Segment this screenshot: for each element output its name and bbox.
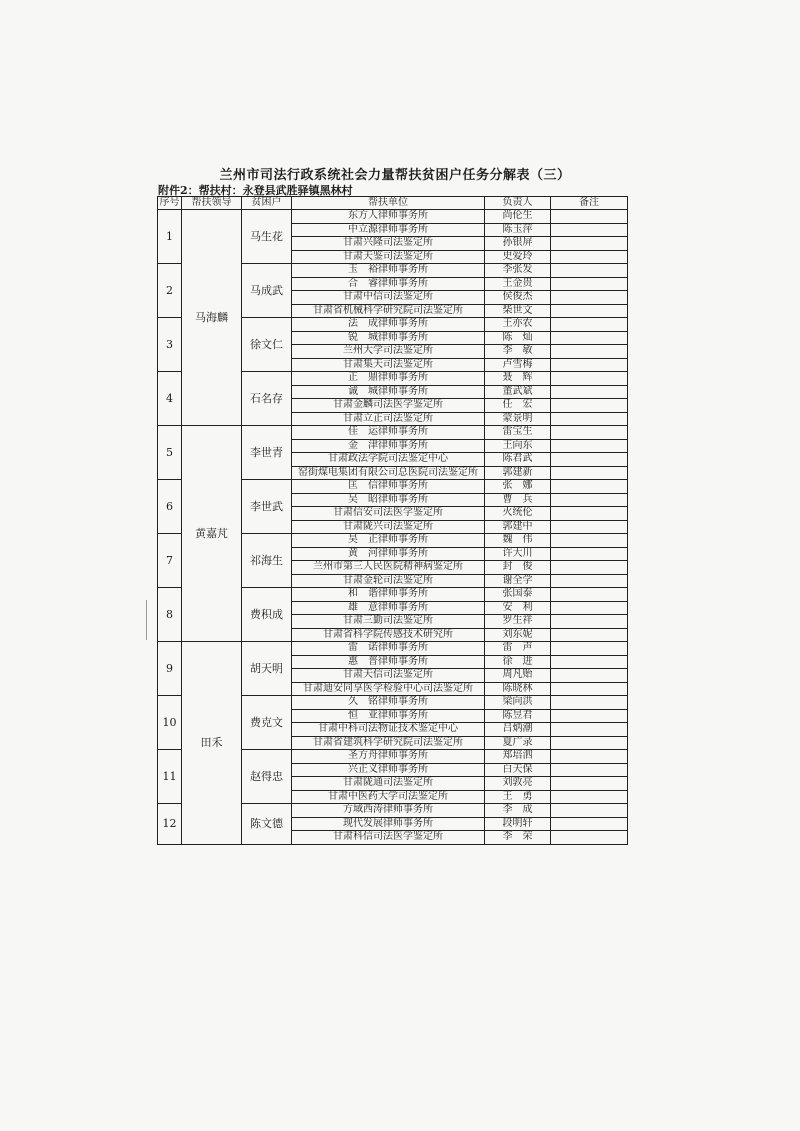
poor-household-name: 李世青 <box>242 426 292 480</box>
table-row <box>158 426 628 440</box>
responsible-person: 王 勇 <box>485 790 551 804</box>
responsible-person: 孙银屏 <box>485 237 551 251</box>
responsible-person: 聂 辉 <box>485 372 551 386</box>
page-title: 兰州市司法行政系统社会力量帮扶贫困户任务分解表（三） <box>219 168 571 183</box>
responsible-person: 刘东妮 <box>485 628 551 642</box>
responsible-person: 史爱玲 <box>485 250 551 264</box>
note-cell <box>551 763 628 777</box>
assist-unit: 雄 意律师事务所 <box>292 601 485 615</box>
assist-unit: 法 成律师事务所 <box>292 318 485 332</box>
responsible-person: 王向东 <box>485 439 551 453</box>
responsible-person: 陈 灿 <box>485 331 551 345</box>
assist-unit: 中立源律师事务所 <box>292 223 485 237</box>
assist-unit: 甘肃陇通司法鉴定所 <box>292 777 485 791</box>
note-cell <box>551 790 628 804</box>
note-cell <box>551 817 628 831</box>
assist-unit: 甘肃迪安同享医学检验中心司法鉴定所 <box>292 682 485 696</box>
assist-unit: 合 睿律师事务所 <box>292 277 485 291</box>
note-cell <box>551 547 628 561</box>
note-cell <box>551 574 628 588</box>
header-no: 序号 <box>159 197 180 208</box>
note-cell <box>551 642 628 656</box>
note-cell <box>551 804 628 818</box>
assist-unit: 甘肃陇兴司法鉴定所 <box>292 520 485 534</box>
note-cell <box>551 318 628 332</box>
note-cell <box>551 534 628 548</box>
poor-household-name: 石名存 <box>242 372 292 426</box>
assist-unit: 诚 城律师事务所 <box>292 385 485 399</box>
assist-unit: 甘肃金麟司法医学鉴定所 <box>292 399 485 413</box>
responsible-person: 谢全学 <box>485 574 551 588</box>
assist-unit: 和 谐律师事务所 <box>292 588 485 602</box>
note-cell <box>551 345 628 359</box>
responsible-person: 梁向洪 <box>485 696 551 710</box>
note-cell <box>551 331 628 345</box>
assist-unit: 甘肃科信司法医学鉴定所 <box>292 831 485 845</box>
assist-unit: 佳 运律师事务所 <box>292 426 485 440</box>
assist-unit: 甘肃省科学院传感技术研究所 <box>292 628 485 642</box>
note-cell <box>551 750 628 764</box>
note-cell <box>551 682 628 696</box>
responsible-person: 尚伦生 <box>485 210 551 224</box>
responsible-person: 段明轩 <box>485 817 551 831</box>
responsible-person: 火统伦 <box>485 507 551 521</box>
note-cell <box>551 426 628 440</box>
poor-household-name: 李世武 <box>242 480 292 534</box>
assist-unit: 兴正义律师事务所 <box>292 763 485 777</box>
responsible-person: 刘敦亮 <box>485 777 551 791</box>
note-cell <box>551 493 628 507</box>
assist-unit: 恒 亚律师事务所 <box>292 709 485 723</box>
assist-unit: 甘肃天鉴司法鉴定所 <box>292 250 485 264</box>
responsible-person: 郭建中 <box>485 520 551 534</box>
responsible-person: 陈君武 <box>485 453 551 467</box>
assist-unit: 甘肃政法学院司法鉴定中心 <box>292 453 485 467</box>
leader-cell: 黄嘉芃 <box>182 426 242 642</box>
note-cell <box>551 223 628 237</box>
responsible-person: 王亦农 <box>485 318 551 332</box>
responsible-person: 雷宝生 <box>485 426 551 440</box>
household-number: 9 <box>158 642 182 696</box>
assignment-table <box>157 196 628 845</box>
responsible-person: 陈玉萍 <box>485 223 551 237</box>
note-cell <box>551 615 628 629</box>
household-number: 4 <box>158 372 182 426</box>
assist-unit: 东方人律师事务所 <box>292 210 485 224</box>
note-cell <box>551 466 628 480</box>
responsible-person: 侯俊杰 <box>485 291 551 305</box>
note-cell <box>551 439 628 453</box>
table-row <box>158 642 628 656</box>
assist-unit: 兰州大学司法鉴定所 <box>292 345 485 359</box>
page-subtitle: 附件2：帮扶村：永登县武胜驿镇黑林村 <box>158 184 353 197</box>
leader-cell: 马海麟 <box>182 210 242 426</box>
assist-unit: 正 鼎律师事务所 <box>292 372 485 386</box>
note-cell <box>551 655 628 669</box>
household-number: 7 <box>158 534 182 588</box>
header-poor: 贫困户 <box>242 197 292 210</box>
note-cell <box>551 669 628 683</box>
assist-unit: 锐 城律师事务所 <box>292 331 485 345</box>
note-cell <box>551 601 628 615</box>
poor-household-name: 胡天明 <box>242 642 292 696</box>
responsible-person: 夏广录 <box>485 736 551 750</box>
household-number: 6 <box>158 480 182 534</box>
header-leader: 帮扶领导 <box>182 197 242 210</box>
responsible-person: 安 利 <box>485 601 551 615</box>
responsible-person: 柴世文 <box>485 304 551 318</box>
margin-mark <box>146 600 147 640</box>
note-cell <box>551 507 628 521</box>
assist-unit: 匡 信律师事务所 <box>292 480 485 494</box>
poor-household-name: 费克文 <box>242 696 292 750</box>
assist-unit: 甘肃三勤司法鉴定所 <box>292 615 485 629</box>
assist-unit: 昊 正律师事务所 <box>292 534 485 548</box>
household-number: 10 <box>158 696 182 750</box>
assist-unit: 黄 河律师事务所 <box>292 547 485 561</box>
assist-unit: 现代发展律师事务所 <box>292 817 485 831</box>
responsible-person: 魏 伟 <box>485 534 551 548</box>
assist-unit: 甘肃金轮司法鉴定所 <box>292 574 485 588</box>
responsible-person: 曹 兵 <box>485 493 551 507</box>
assist-unit: 金 津律师事务所 <box>292 439 485 453</box>
assist-unit: 圣方舟律师事务所 <box>292 750 485 764</box>
assist-unit: 雷 诺律师事务所 <box>292 642 485 656</box>
header-note: 备注 <box>551 197 628 210</box>
responsible-person: 王金贵 <box>485 277 551 291</box>
note-cell <box>551 250 628 264</box>
assist-unit: 甘肃立正司法鉴定所 <box>292 412 485 426</box>
note-cell <box>551 831 628 845</box>
responsible-person: 郭建新 <box>485 466 551 480</box>
table-header-row <box>158 197 628 210</box>
note-cell <box>551 291 628 305</box>
responsible-person: 徐 进 <box>485 655 551 669</box>
note-cell <box>551 237 628 251</box>
header-unit: 帮扶单位 <box>292 197 485 210</box>
assist-unit: 甘肃省建筑科学研究院司法鉴定所 <box>292 736 485 750</box>
responsible-person: 李 荣 <box>485 831 551 845</box>
assist-unit: 吴 昭律师事务所 <box>292 493 485 507</box>
assist-unit: 兰州市第三人民医院精神病鉴定所 <box>292 561 485 575</box>
note-cell <box>551 588 628 602</box>
poor-household-name: 陈文德 <box>242 804 292 845</box>
leader-cell: 田禾 <box>182 642 242 845</box>
responsible-person: 许大川 <box>485 547 551 561</box>
assist-unit: 甘肃信安司法医学鉴定所 <box>292 507 485 521</box>
responsible-person: 郑培泗 <box>485 750 551 764</box>
poor-household-name: 马生花 <box>242 210 292 264</box>
note-cell <box>551 358 628 372</box>
responsible-person: 张国泰 <box>485 588 551 602</box>
poor-household-name: 赵得忠 <box>242 750 292 804</box>
assist-unit: 甘肃中信司法鉴定所 <box>292 291 485 305</box>
note-cell <box>551 561 628 575</box>
note-cell <box>551 399 628 413</box>
assist-unit: 甘肃天信司法鉴定所 <box>292 669 485 683</box>
assist-unit: 甘肃省机械科学研究院司法鉴定所 <box>292 304 485 318</box>
responsible-person: 李 成 <box>485 804 551 818</box>
assist-unit: 窑街煤电集团有限公司总医院司法鉴定所 <box>292 466 485 480</box>
note-cell <box>551 277 628 291</box>
responsible-person: 李张发 <box>485 264 551 278</box>
assist-unit: 惠 普律师事务所 <box>292 655 485 669</box>
table-row <box>158 210 628 224</box>
household-number: 11 <box>158 750 182 804</box>
responsible-person: 吕炳潮 <box>485 723 551 737</box>
household-number: 12 <box>158 804 182 845</box>
note-cell <box>551 412 628 426</box>
responsible-person: 陈昱君 <box>485 709 551 723</box>
note-cell <box>551 453 628 467</box>
responsible-person: 李 敏 <box>485 345 551 359</box>
note-cell <box>551 736 628 750</box>
assist-unit: 甘肃中医药大学司法鉴定所 <box>292 790 485 804</box>
note-cell <box>551 385 628 399</box>
assist-unit: 玉 裕律师事务所 <box>292 264 485 278</box>
responsible-person: 白天保 <box>485 763 551 777</box>
note-cell <box>551 709 628 723</box>
note-cell <box>551 628 628 642</box>
responsible-person: 蒙景明 <box>485 412 551 426</box>
responsible-person: 任 宏 <box>485 399 551 413</box>
poor-household-name: 马成武 <box>242 264 292 318</box>
note-cell <box>551 210 628 224</box>
household-number: 2 <box>158 264 182 318</box>
household-number: 3 <box>158 318 182 372</box>
responsible-person: 卢雪梅 <box>485 358 551 372</box>
household-number: 5 <box>158 426 182 480</box>
note-cell <box>551 696 628 710</box>
assist-unit: 甘肃中科司法物证技术鉴定中心 <box>292 723 485 737</box>
household-number: 1 <box>158 210 182 264</box>
responsible-person: 罗生祥 <box>485 615 551 629</box>
note-cell <box>551 372 628 386</box>
household-number: 8 <box>158 588 182 642</box>
assist-unit: 久 铭律师事务所 <box>292 696 485 710</box>
assist-unit: 甘肃兴隆司法鉴定所 <box>292 237 485 251</box>
responsible-person: 封 俊 <box>485 561 551 575</box>
assist-unit: 方域西涛律师事务所 <box>292 804 485 818</box>
note-cell <box>551 480 628 494</box>
note-cell <box>551 520 628 534</box>
poor-household-name: 费积成 <box>242 588 292 642</box>
assist-unit: 甘肃集天司法鉴定所 <box>292 358 485 372</box>
responsible-person: 陈晓林 <box>485 682 551 696</box>
responsible-person: 张 娜 <box>485 480 551 494</box>
poor-household-name: 祁海生 <box>242 534 292 588</box>
note-cell <box>551 264 628 278</box>
note-cell <box>551 304 628 318</box>
note-cell <box>551 777 628 791</box>
responsible-person: 雷 声 <box>485 642 551 656</box>
poor-household-name: 徐文仁 <box>242 318 292 372</box>
note-cell <box>551 723 628 737</box>
header-resp: 负责人 <box>485 197 551 210</box>
responsible-person: 周凡贻 <box>485 669 551 683</box>
responsible-person: 董武斌 <box>485 385 551 399</box>
